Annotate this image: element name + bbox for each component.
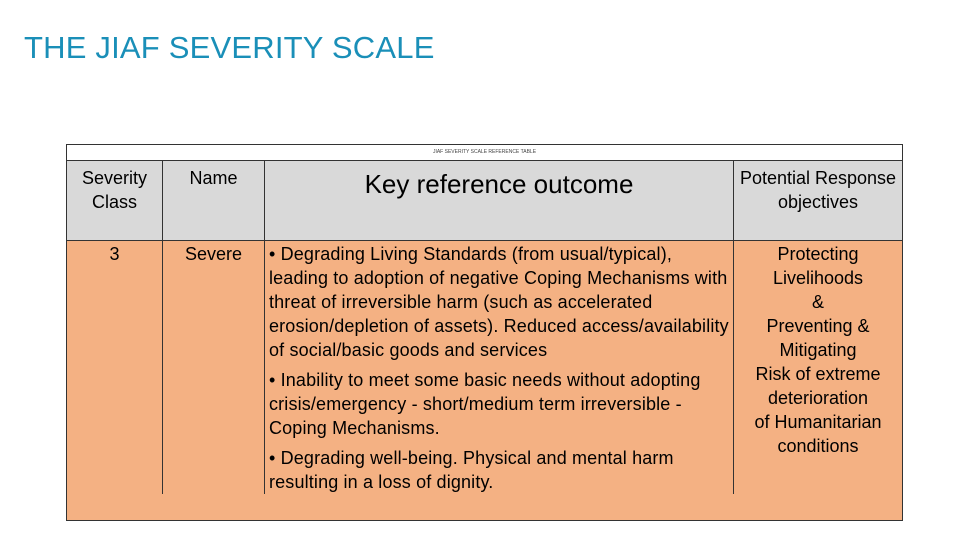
response-line: deterioration bbox=[767, 388, 869, 408]
response-line: Livelihoods bbox=[772, 268, 864, 288]
header-key-outcome: Key reference outcome bbox=[265, 161, 734, 241]
table-caption: JIAF SEVERITY SCALE REFERENCE TABLE bbox=[67, 145, 902, 161]
row-key-outcome bbox=[265, 241, 734, 494]
slide-title: THE JIAF SEVERITY SCALE bbox=[24, 30, 435, 65]
table-grid bbox=[67, 161, 902, 494]
header-severity-class: Severity Class bbox=[67, 161, 163, 241]
severity-table bbox=[66, 144, 903, 521]
response-line: Mitigating bbox=[779, 340, 857, 360]
response-line: & bbox=[811, 292, 824, 312]
outcome-bullet: • Inability to meet some basic needs without adopting crisis/emergency - short/medium term irreversible - Coping Mechanisms. bbox=[269, 370, 701, 438]
row-response bbox=[734, 241, 902, 494]
response-line: of Humanitarian bbox=[754, 412, 882, 432]
row-severity-class: 3 bbox=[67, 241, 163, 494]
response-line: Preventing & bbox=[766, 316, 870, 336]
outcome-bullet: • Degrading Living Standards (from usual/typical), leading to adoption of negative Coping Mechanisms with threat of irreversible harm (such as accelerated erosion/depletion of assets). Reduced access/availability of social/basic goods and services bbox=[269, 244, 729, 360]
header-response: Potential Response objectives bbox=[734, 161, 902, 241]
response-line: conditions bbox=[777, 436, 859, 456]
response-line: Protecting bbox=[777, 244, 859, 264]
response-line: Risk of extreme bbox=[755, 364, 881, 384]
outcome-bullet: • Degrading well-being. Physical and mental harm resulting in a loss of dignity. bbox=[269, 448, 674, 492]
row-name: Severe bbox=[163, 241, 265, 494]
header-name: Name bbox=[163, 161, 265, 241]
